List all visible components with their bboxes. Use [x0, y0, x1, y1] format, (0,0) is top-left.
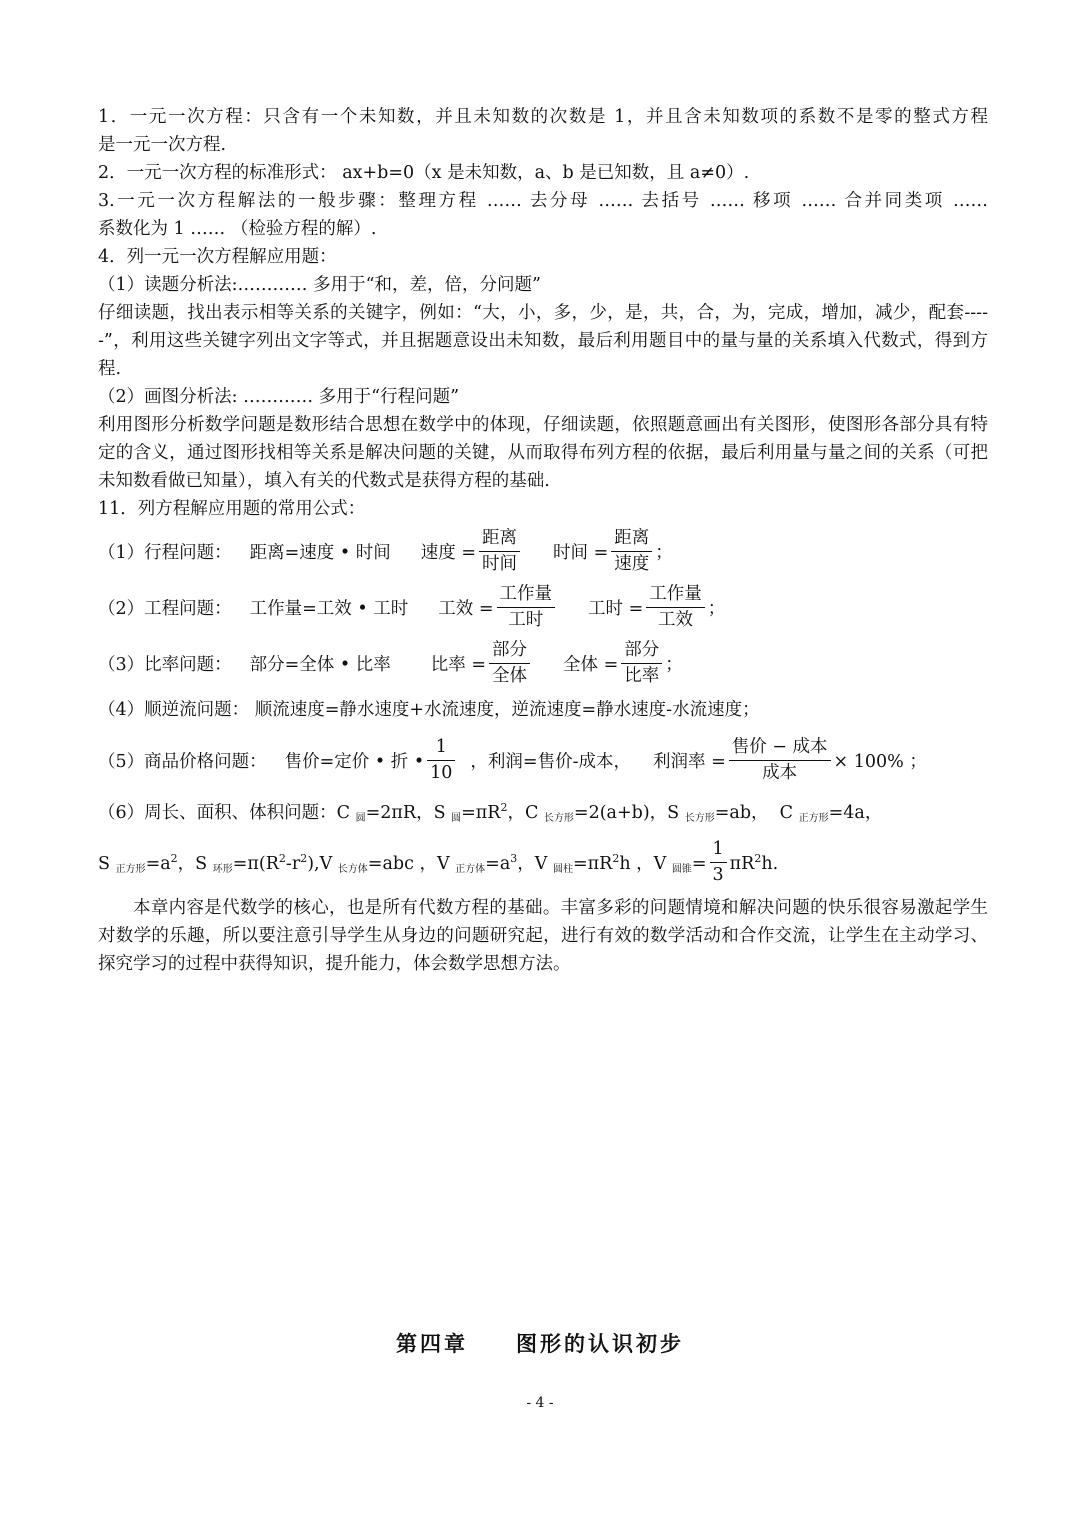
formula-geometry-line-2: S $_{正方形}=a^2$，S $_{环形}=\pi(R^2-r^2),V$ $_{长方体}$=abc ，V $_{正方体}=a^3$，V $_{圆柱}=\pi R^2h$ ，V $_{圆锥}$= $\frac{1}{3}$ $\pi R^2h$.	[98, 836, 988, 890]
formula-geometry-line-1: （6）周长、面积、体积问题：C $_圆$=2πR，S $_圆=\pi R^2$，C $_{长方形}$=2(a+b)，S $_{长方形}$=ab， C $_{正方形}$=4a，	[98, 801, 883, 824]
fraction: $\frac{1}{3}$	[710, 837, 727, 888]
item-11: 11．列方程解应用题的常用公式：	[98, 499, 366, 519]
fraction: $\frac{1}{10}$	[427, 735, 455, 786]
item-3-line-2: 系数化为 1 …… （检验方程的解）.	[98, 219, 377, 239]
formula-ratio: （3）比率问题： 部分=全体 • 比率 比率 = $\frac{\text{部分}}{\text{全体}}$ 全体 = $\frac{\text{部分}}{\text{比率}}$ ；	[98, 635, 988, 691]
item-4: 4．列一元一次方程解应用题：	[98, 247, 337, 267]
fraction: $\frac{\text{距离}}{\text{速度}}$	[611, 526, 652, 577]
formula-price: （5）商品价格问题： 售价=定价 • 折 • $\frac{1}{10}$ ，利润=售价-成本， 利润率 = $\frac{\text{售价 − 成本}}{\text{成本}}$ × 100% ；	[98, 729, 988, 791]
item-4-2-heading: （2）画图分析法: ………… 多用于“行程问题”	[98, 387, 460, 407]
item-3-line-1: 3.一元一次方程解法的一般步骤：整理方程 …… 去分母 …… 去括号 …… 移项 …… 合并同类项 ……	[98, 191, 988, 211]
fraction: $\frac{\text{部分}}{\text{全体}}$	[489, 638, 530, 689]
formula-stream: （4）顺逆流问题： 顺流速度=静水速度+水流速度，逆流速度=静水速度-水流速度；	[98, 700, 760, 720]
fraction: $\frac{\text{工作量}}{\text{工时}}$	[497, 582, 556, 633]
page-number: - 4 -	[526, 1395, 554, 1411]
closing-paragraph: 本章内容是代数学的核心，也是所有代数方程的基础。丰富多彩的问题情境和解决问题的快乐很容易激起学生对数学的乐趣，所以要注意引导学生从身边的问题研究起，进行有效的数学活动和合作交流，让学生在主动学习、探究学习的过程中获得知识，提升能力，体会数学思想方法。	[98, 897, 988, 974]
item-2: 2．一元一次方程的标准形式： ax+b=0（x 是未知数，a、b 是已知数，且 a≠0）.	[98, 163, 750, 183]
fraction: $\frac{\text{距离}}{\text{时间}}$	[479, 526, 520, 577]
fraction: $\frac{\text{工作量}}{\text{工效}}$	[646, 582, 705, 633]
item-4-1-heading: （1）读题分析法:………… 多用于“和，差，倍，分问题”	[98, 275, 541, 295]
chapter-title: 第四章 图形的认识初步	[396, 1332, 684, 1356]
formula-travel: （1）行程问题： 距离=速度 • 时间 速度 = $\frac{\text{距离}}{\text{时间}}$ 时间 = $\frac{\text{距离}}{\text{速度}}$ ；	[98, 523, 988, 579]
document-body	[98, 103, 988, 978]
fraction: $\frac{\text{售价 − 成本}}{\text{成本}}$	[729, 735, 831, 786]
fraction: $\frac{\text{部分}}{\text{比率}}$	[621, 638, 662, 689]
item-4-1-text: 仔细读题，找出表示相等关系的关键字，例如：“大，小，多，少，是，共，合，为，完成，增加，减少，配套-----”，利用这些关键字列出文字等式，并且据题意设出未知数，最后利用题目中的量与量的关系填入代数式，得到方程.	[98, 303, 988, 379]
item-4-2-text: 利用图形分析数学问题是数形结合思想在数学中的体现，仔细读题，依照题意画出有关图形，使图形各部分具有特定的含义，通过图形找相等关系是解决问题的关键，从而取得布列方程的依据，最后利用量与量之间的关系（可把未知数看做已知量），填入有关的代数式是获得方程的基础.	[98, 415, 988, 491]
item-1-line-2: 是一元一次方程.	[98, 135, 227, 155]
item-1-line-1: 1．一元一次方程：只含有一个未知数，并且未知数的次数是 1，并且含未知数项的系数不是零的整式方程	[98, 107, 988, 127]
formula-work: （2）工程问题： 工作量=工效 • 工时 工效 = $\frac{\text{工作量}}{\text{工时}}$ 工时 = $\frac{\text{工作量}}{\text{工效}}$ ；	[98, 579, 988, 635]
